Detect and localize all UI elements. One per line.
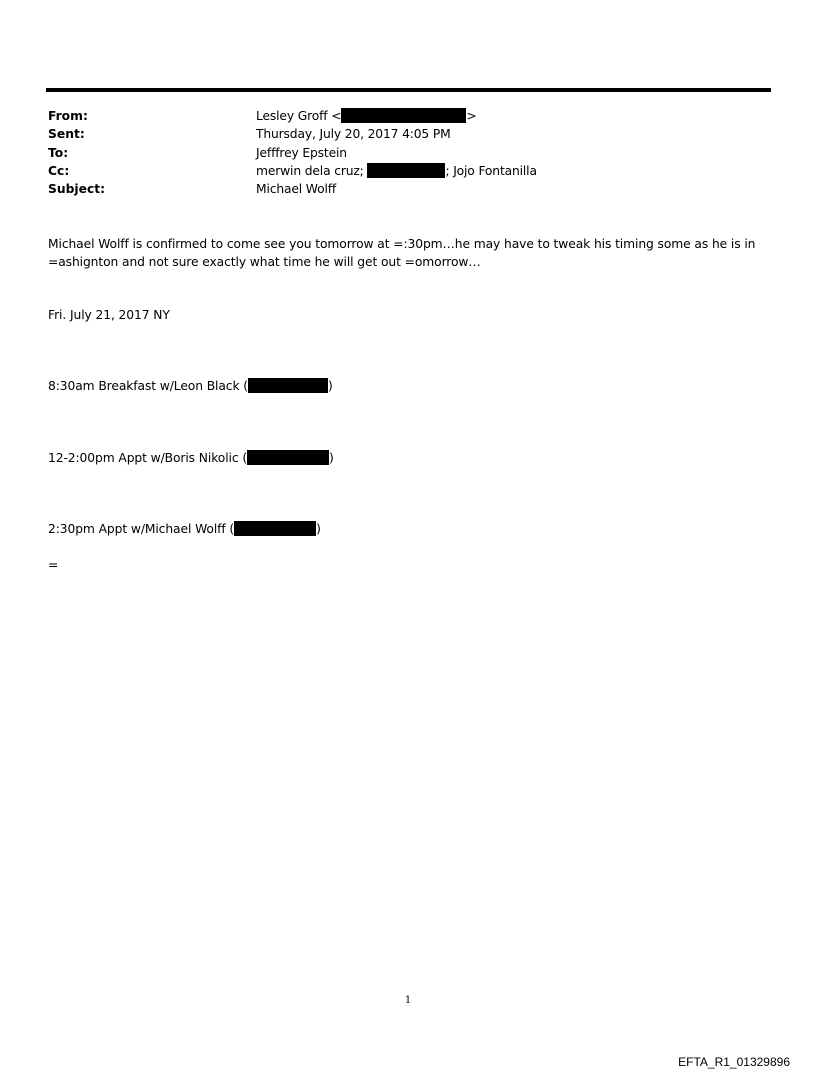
- body-line-1: Michael Wolff is confirmed to come see you tomorrow at =:30pm…he may have to tweak his timing some as he is in: [48, 237, 756, 251]
- to-row: [48, 144, 768, 162]
- email-header: [48, 107, 768, 198]
- to-label: To:: [48, 145, 69, 160]
- body-paragraph: [48, 235, 755, 272]
- cc-value: [256, 162, 537, 180]
- trailing-mark: =: [48, 558, 59, 572]
- appointment-close: ): [316, 522, 321, 536]
- appointment-1: [48, 377, 333, 395]
- appointment-close: ): [328, 379, 333, 393]
- appointment-text: 2:30pm Appt w/Michael Wolff (: [48, 522, 235, 536]
- date-line: Fri. July 21, 2017 NY: [48, 308, 170, 322]
- appointment-text: 12-2:00pm Appt w/Boris Nikolic (: [48, 451, 248, 465]
- redaction-box: [247, 450, 329, 465]
- redaction-box: [234, 521, 316, 536]
- sent-value: Thursday, July 20, 2017 4:05 PM: [256, 127, 451, 142]
- cc-end: ; Jojo Fontanilla: [445, 163, 537, 178]
- subject-value: Michael Wolff: [256, 182, 337, 197]
- redaction-box: [367, 163, 445, 178]
- cc-label: Cc:: [48, 163, 70, 178]
- from-row: [48, 107, 768, 125]
- appointment-close: ): [329, 451, 334, 465]
- to-value: Jefffrey Epstein: [256, 145, 347, 160]
- cc-row: [48, 162, 768, 180]
- from-name: Lesley Groff <: [256, 109, 342, 123]
- document-id: EFTA_R1_01329896: [678, 1055, 790, 1069]
- sent-label: Sent:: [48, 127, 85, 142]
- appointment-3: [48, 520, 321, 538]
- body-line-2: =ashignton and not sure exactly what time he will get out =omorrow…: [48, 255, 481, 270]
- from-value: [256, 107, 477, 125]
- sent-row: [48, 125, 768, 143]
- redaction-box: [248, 378, 328, 393]
- appointment-text: 8:30am Breakfast w/Leon Black (: [48, 379, 248, 393]
- from-end: >: [466, 109, 477, 123]
- subject-row: [48, 180, 768, 198]
- header-rule: [46, 88, 771, 92]
- page-number: 1: [404, 995, 412, 1006]
- redaction-box: [341, 108, 466, 123]
- subject-label: Subject:: [48, 182, 106, 197]
- from-label: From:: [48, 109, 88, 123]
- appointment-2: [48, 449, 334, 467]
- cc-start: merwin dela cruz;: [256, 163, 364, 178]
